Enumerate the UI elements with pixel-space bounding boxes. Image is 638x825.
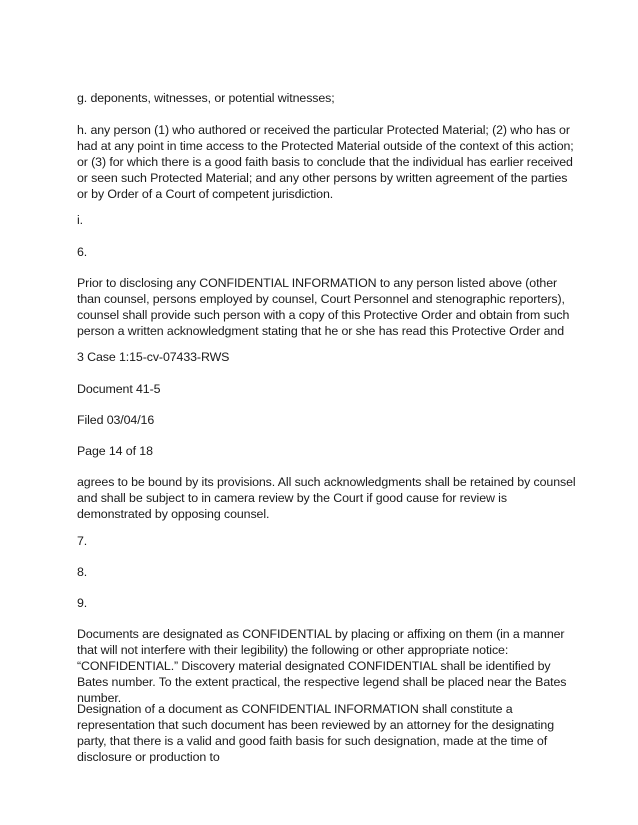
paragraph-deponents: g. deponents, witnesses, or potential witnesses; (77, 91, 335, 105)
section-number-6: 6. (77, 245, 88, 259)
document-number: Document 41-5 (77, 382, 161, 396)
section-number-7: 7. (77, 534, 88, 548)
filed-date: Filed 03/04/16 (77, 413, 155, 427)
paragraph-any-person: h. any person (1) who authored or received the particular Protected Material; (2) who has or had at any point in time access to the Protected Material outside of the context of this action; or (3) for which there is a good faith basis to conclude that the individual has earlier received or seen such Protected Material; and any other persons by written agreement of the parties or by Order of a Court of competent jurisdiction. (77, 123, 574, 201)
case-number: 3 Case 1:15-cv-07433-RWS (77, 350, 230, 364)
paragraph-prior-disclosing: Prior to disclosing any CONFIDENTIAL INFORMATION to any person listed above (other than counsel, persons employed by counsel, Court Personnel and stenographic reporters), counsel shall provide such person with a copy of this Protective Order and obtain from such person a written acknowledgment stating that he or she has read this Protective Order and (77, 276, 570, 338)
paragraph-documents-designated: Documents are designated as CONFIDENTIAL by placing or affixing on them (in a manner that will not interfere with their legibility) the following or other appropriate notice: “CONFIDENTIAL.” Discovery material designated CONFIDENTIAL shall be identified by Bates number. To the extent practical, the respective legend shall be placed near the Bates number. (77, 627, 567, 705)
paragraph-designation-representation: Designation of a document as CONFIDENTIAL INFORMATION shall constitute a representation that such document has been reviewed by an attorney for the designating party, that there is a valid and good faith basis for such designation, made at the time of disclosure or production to (77, 702, 555, 764)
page-indicator: Page 14 of 18 (77, 444, 153, 458)
paragraph-agrees-bound: agrees to be bound by its provisions. All such acknowledgments shall be retained by counsel and shall be subject to in camera review by the Court if good cause for review is demonstrated by opposing counsel. (77, 475, 576, 521)
section-number-8: 8. (77, 565, 88, 579)
section-number-9: 9. (77, 596, 88, 610)
list-marker-i: i. (77, 213, 83, 227)
